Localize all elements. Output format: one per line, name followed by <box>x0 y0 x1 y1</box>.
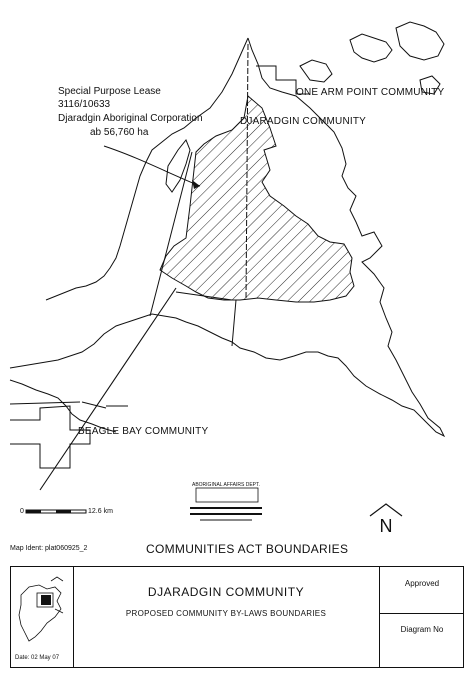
island <box>396 22 444 60</box>
label-beagle-bay: BEAGLE BAY COMMUNITY <box>78 426 209 437</box>
lease-boundary-line <box>150 152 192 316</box>
lease-label-line2: 3116/10633 <box>58 99 111 110</box>
lease-label-line4: ab 56,760 ha <box>90 127 149 138</box>
community-subtitle: PROPOSED COMMUNITY BY-LAWS BOUNDARIES <box>125 609 327 618</box>
scale-bar-end: 12.6 km <box>88 508 113 515</box>
lease-label-line1: Special Purpose Lease <box>58 86 161 97</box>
island <box>350 34 392 62</box>
scale-bar-start: 0 <box>20 508 24 515</box>
dept-logo-icon <box>196 488 258 502</box>
title-bar <box>10 540 466 562</box>
access-road <box>40 288 176 490</box>
divider <box>380 613 464 614</box>
community-title: DJARADGIN COMMUNITY <box>147 585 305 599</box>
north-letter: N <box>379 516 393 536</box>
approval-block <box>379 567 464 667</box>
beagle-bay-boundary <box>10 402 80 404</box>
label-djaradgin: DJARADGIN COMMUNITY <box>240 116 367 127</box>
diagram-no-label: Diagram No <box>400 625 444 634</box>
access-road <box>232 300 236 346</box>
island <box>300 60 332 82</box>
scale-bar-segment <box>56 510 71 513</box>
approved-label: Approved <box>404 579 440 588</box>
label-one-arm-point: ONE ARM POINT COMMUNITY <box>296 87 445 98</box>
scale-bar-segment <box>26 510 41 513</box>
beagle-bay-boundary <box>10 406 90 468</box>
title-center <box>73 567 379 667</box>
north-arrow-icon <box>368 502 404 536</box>
page-title: COMMUNITIES ACT BOUNDARIES <box>146 542 349 556</box>
beagle-bay-boundary <box>82 402 106 408</box>
lease-label-line3: Djaradgin Aboriginal Corporation <box>58 113 203 124</box>
title-block <box>10 566 464 668</box>
map-ident: Map Ident: plat060925_2 <box>10 545 88 552</box>
date-label: Date: 02 May 07 <box>15 655 60 661</box>
locator-inset <box>11 567 74 667</box>
dept-logo-text: ABORIGINAL AFFAIRS DEPT. <box>192 482 260 488</box>
island <box>166 140 190 192</box>
locator-map-icon <box>11 567 73 667</box>
